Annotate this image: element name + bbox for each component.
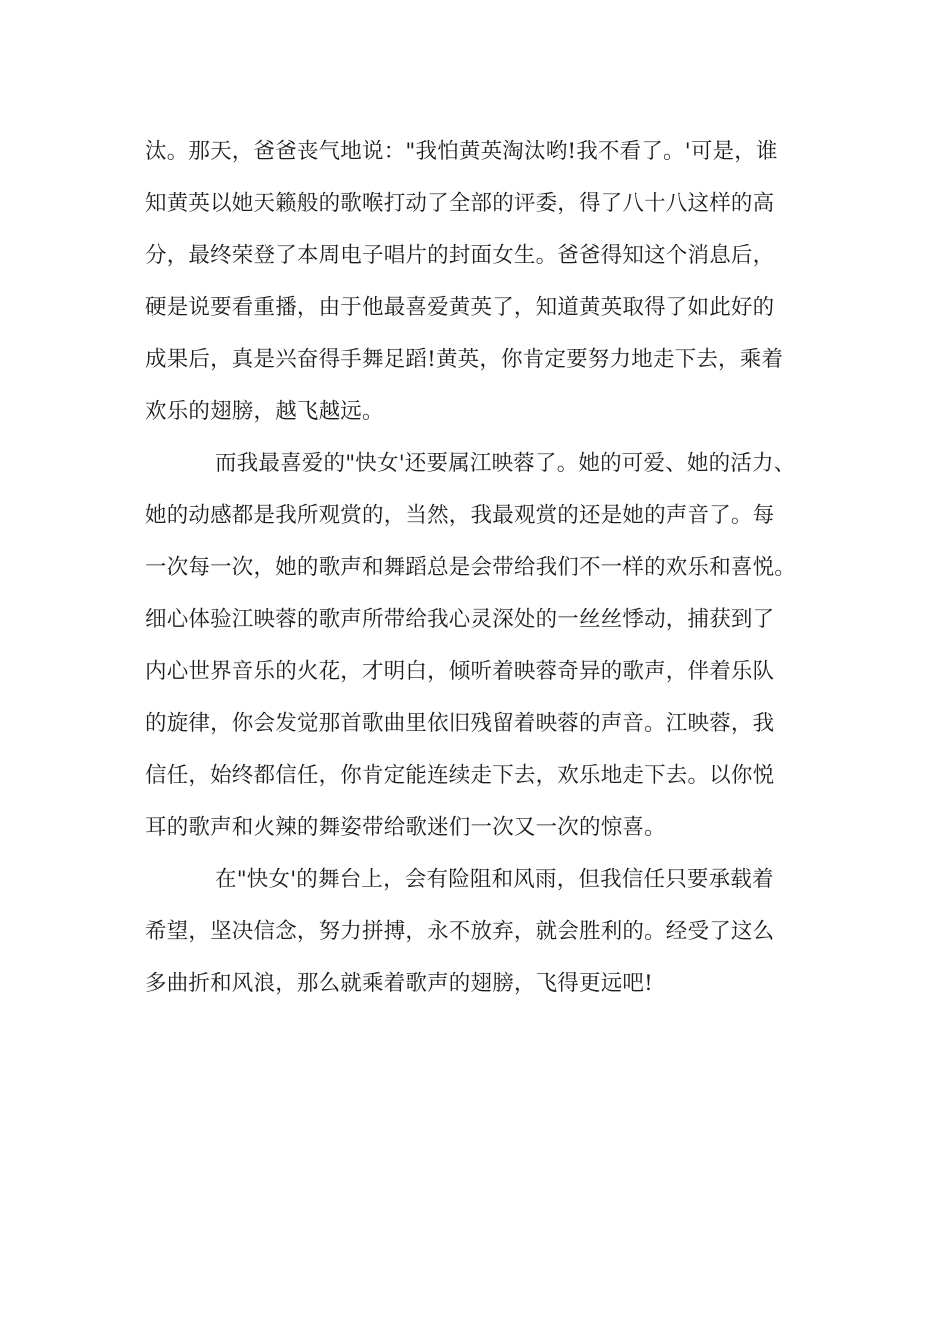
- text-line: 而我最喜爱的"快女'还要属江映蓉了。她的可爱、她的活力、: [215, 451, 796, 476]
- text-line: 细心体验江映蓉的歌声所带给我心灵深处的一丝丝悸动，捕获到了: [145, 607, 775, 632]
- text-line: 多曲折和风浪，那么就乘着歌声的翅膀，飞得更远吧!: [145, 971, 653, 996]
- text-line: 在"快女'的舞台上，会有险阻和风雨，但我信任只要承载着: [215, 867, 774, 892]
- text-line: 的旋律，你会发觉那首歌曲里依旧残留着映蓉的声音。江映蓉，我: [145, 711, 775, 736]
- document-body: [145, 126, 815, 1010]
- text-line: 欢乐的翅膀，越飞越远。: [145, 399, 384, 424]
- paragraph-3: [145, 854, 815, 1010]
- text-line: 硬是说要看重播，由于他最喜爱黄英了，知道黄英取得了如此好的: [145, 295, 775, 320]
- text-line: 知黄英以她天籁般的歌喉打动了全部的评委，得了八十八这样的高: [145, 191, 775, 216]
- text-line: 分，最终荣登了本周电子唱片的封面女生。爸爸得知这个消息后，: [145, 243, 775, 268]
- text-line: 内心世界音乐的火花，才明白，倾听着映蓉奇异的歌声，伴着乐队: [145, 659, 775, 684]
- text-line: 信任，始终都信任，你肯定能连续走下去，欢乐地走下去。以你悦: [145, 763, 775, 788]
- text-line: 希望，坚决信念，努力拼搏，永不放弃，就会胜利的。经受了这么: [145, 919, 775, 944]
- text-line: 汰。那天，爸爸丧气地说："我怕黄英淘汰哟!我不看了。'可是，谁: [145, 139, 778, 164]
- text-line: 一次每一次，她的歌声和舞蹈总是会带给我们不一样的欢乐和喜悦。: [145, 555, 797, 580]
- text-line: 她的动感都是我所观赏的，当然，我最观赏的还是她的声音了。每: [145, 503, 775, 528]
- paragraph-1: [145, 126, 815, 438]
- text-line: 耳的歌声和火辣的舞姿带给歌迷们一次又一次的惊喜。: [145, 815, 666, 840]
- text-line: 成果后，真是兴奋得手舞足蹈!黄英，你肯定要努力地走下去，乘着: [145, 347, 784, 372]
- paragraph-2: [145, 438, 815, 854]
